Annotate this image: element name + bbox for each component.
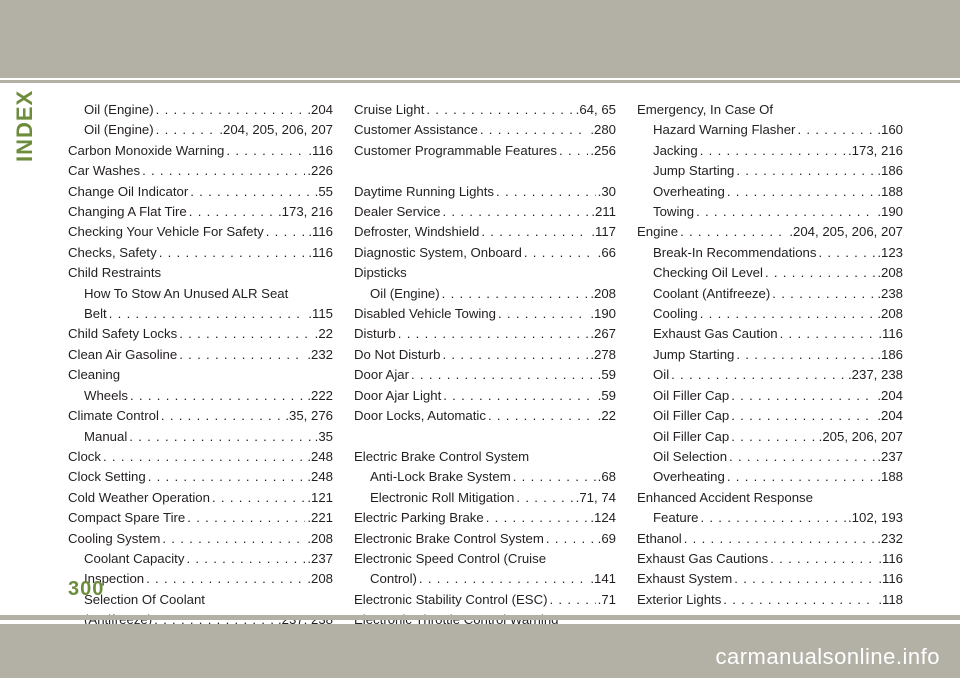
entry-term: Clock (68, 448, 101, 464)
entry-term: Exterior Lights (637, 591, 722, 607)
dot-leader (671, 365, 846, 385)
entry-page: .186 (877, 346, 903, 362)
section-gap (354, 161, 616, 181)
index-subentry (68, 120, 333, 140)
entry-page: .59 (597, 387, 616, 403)
entry-term: Oil Filler Cap (653, 408, 730, 424)
dot-leader (498, 304, 588, 324)
entry-page: .66 (597, 244, 616, 260)
entry-term: Jump Starting (653, 346, 735, 362)
entry-term: Diagnostic System, Onboard (354, 244, 522, 260)
entry-term: Jacking (653, 142, 698, 158)
entry-page: .118 (878, 591, 903, 607)
index-entry (354, 182, 616, 202)
dot-leader (443, 386, 595, 406)
index-entry (354, 365, 616, 385)
dot-leader (411, 365, 596, 385)
entry-term: Door Ajar Light (354, 387, 442, 403)
index-entry (68, 222, 333, 242)
dot-leader (443, 202, 590, 222)
index-subheading: How To Stow An Unused ALR Seat (84, 285, 289, 301)
entry-term: Electronic Roll Mitigation (370, 489, 515, 505)
index-entry (637, 222, 903, 242)
index-entry (354, 406, 616, 426)
index-entry (354, 100, 616, 120)
entry-page: .160 (877, 122, 903, 138)
index-subentry (637, 324, 903, 344)
index-subentry (637, 263, 903, 283)
entry-term: Belt (84, 306, 107, 322)
dot-leader (818, 243, 875, 263)
dot-leader (772, 284, 875, 304)
dot-leader (159, 243, 307, 263)
index-entry (354, 529, 616, 549)
section-gap (354, 426, 616, 446)
dot-leader (481, 222, 589, 242)
index-subentry (68, 427, 333, 447)
entry-page: .22 (314, 326, 333, 342)
entry-term: Clock Setting (68, 469, 146, 485)
entry-term: Changing A Flat Tire (68, 204, 187, 220)
entry-term: Exhaust Gas Caution (653, 326, 778, 342)
index-entry (68, 488, 333, 508)
index-subentry (637, 427, 903, 447)
entry-page: .190 (877, 204, 903, 220)
dot-leader (212, 488, 305, 508)
entry-page: .69 (597, 530, 616, 546)
dot-leader (731, 386, 875, 406)
index-subentry (637, 141, 903, 161)
entry-page: .205, 206, 207 (818, 428, 903, 444)
entry-term: Coolant Capacity (84, 550, 185, 566)
index-subentry (354, 284, 616, 304)
entry-term: Carbon Monoxide Warning (68, 142, 225, 158)
entry-page: .71, 74 (575, 489, 616, 505)
entry-page: .64, 65 (575, 102, 616, 117)
index-entry (354, 222, 616, 242)
dot-leader (109, 304, 307, 324)
entry-page: .208 (877, 265, 903, 281)
entry-term: Manual (84, 428, 128, 444)
dot-leader (524, 243, 596, 263)
entry-term: Electric Parking Brake (354, 510, 484, 526)
dot-leader (700, 304, 876, 324)
index-entry (68, 202, 333, 222)
entry-term: Checks, Safety (68, 244, 157, 260)
entry-page: .267 (590, 326, 616, 342)
dot-leader (146, 569, 305, 589)
dot-leader (731, 427, 816, 447)
index-subentry (354, 467, 616, 487)
index-entry (354, 243, 616, 263)
entry-term: Child Safety Locks (68, 326, 178, 342)
index-entry (68, 324, 333, 344)
index-subheading: Selection Of Coolant (84, 591, 205, 607)
dot-leader (426, 100, 573, 120)
entry-term: Cold Weather Operation (68, 489, 210, 505)
entry-page: .117 (591, 224, 616, 240)
index-heading: Emergency, In Case Of (637, 102, 774, 117)
dot-leader (496, 182, 596, 202)
entry-page: .123 (877, 244, 903, 260)
entry-term: Door Ajar (354, 367, 409, 383)
entry-page: .116 (308, 224, 333, 240)
entry-term: Exhaust Gas Cautions (637, 550, 769, 566)
index-column-1 (68, 100, 333, 651)
entry-page: .116 (878, 326, 903, 342)
entry-term: Compact Spare Tire (68, 510, 186, 526)
index-entry (68, 406, 333, 426)
index-subentry (68, 304, 333, 324)
index-subentry (354, 569, 616, 589)
dot-leader (680, 222, 787, 242)
entry-term: Oil (Engine) (84, 102, 154, 117)
entry-term: Electronic Brake Control System (354, 530, 544, 546)
entry-page: .188 (877, 183, 903, 199)
entry-term: Car Washes (68, 163, 141, 179)
entry-term: Engine (637, 224, 679, 240)
entry-page: .256 (590, 142, 616, 158)
entry-page: .173, 216 (848, 142, 903, 158)
entry-page: .238 (877, 285, 903, 301)
entry-page: .204 (307, 102, 333, 117)
entry-term: Customer Assistance (354, 122, 478, 138)
entry-page: .208 (307, 530, 333, 546)
index-entry (68, 345, 333, 365)
dot-leader (488, 406, 596, 426)
dot-leader (780, 324, 877, 344)
index-heading: Cleaning (68, 367, 121, 383)
dot-leader (187, 508, 305, 528)
entry-term: Overheating (653, 469, 725, 485)
index-entry (354, 120, 616, 140)
index-subentry (68, 549, 333, 569)
entry-term: Inspection (84, 571, 145, 587)
index-side-label: INDEX (12, 89, 37, 162)
entry-page: .188 (877, 469, 903, 485)
index-subentry (68, 386, 333, 406)
dot-leader (266, 222, 307, 242)
dot-leader (729, 447, 875, 467)
entry-term: Ethanol (637, 530, 682, 546)
entry-page: .35, 276 (285, 408, 333, 424)
entry-term: Cooling System (68, 530, 161, 546)
index-entry (354, 202, 616, 222)
entry-page: .186 (877, 163, 903, 179)
index-entry (68, 508, 333, 528)
index-entry (68, 141, 333, 161)
dot-leader (103, 447, 305, 467)
entry-term: Oil Filler Cap (653, 428, 730, 444)
dot-leader (162, 529, 305, 549)
index-entry (68, 182, 333, 202)
dot-leader (734, 569, 876, 589)
index-subentry (637, 120, 903, 140)
index-subentry (637, 508, 903, 528)
entry-page: .55 (314, 183, 333, 199)
index-subentry (354, 488, 616, 508)
dot-leader (723, 590, 876, 610)
entry-page: .280 (590, 122, 616, 138)
index-subentry (637, 202, 903, 222)
dot-leader (546, 529, 596, 549)
entry-page: .232 (307, 346, 333, 362)
index-heading: Electronic Speed Control (Cruise (354, 550, 547, 566)
index-entry (68, 447, 333, 467)
index-entry (354, 590, 616, 610)
entry-term: Exhaust System (637, 571, 733, 587)
entry-term: Oil Filler Cap (653, 387, 730, 403)
dot-leader (442, 284, 589, 304)
entry-page: .71 (597, 591, 616, 607)
dot-leader (727, 467, 875, 487)
index-entry (637, 529, 903, 549)
index-subentry (637, 447, 903, 467)
dot-leader (226, 141, 306, 161)
index-subentry (637, 386, 903, 406)
index-entry (354, 324, 616, 344)
index-entry (354, 386, 616, 406)
entry-term: Oil (Engine) (84, 122, 154, 138)
entry-page: .190 (590, 306, 616, 322)
dot-leader (559, 141, 588, 161)
dot-leader (770, 549, 876, 569)
index-heading: Enhanced Accident Response (637, 489, 813, 505)
dot-leader (398, 324, 589, 344)
dot-leader (189, 202, 276, 222)
entry-term: Break-In Recommendations (653, 244, 817, 260)
entry-term: Daytime Running Lights (354, 183, 495, 199)
entry-term: Disturb (354, 326, 396, 342)
entry-page: .208 (590, 285, 616, 301)
entry-term: Electronic Stability Control (ESC) (354, 591, 548, 607)
entry-page: .102, 193 (848, 510, 903, 526)
entry-page: .211 (591, 204, 616, 220)
dot-leader (736, 161, 875, 181)
entry-page: .232 (877, 530, 903, 546)
entry-page: .222 (307, 387, 333, 403)
header-band (0, 0, 960, 78)
footer-rule (0, 615, 960, 620)
entry-term: Clean Air Gasoline (68, 346, 178, 362)
entry-page: .121 (307, 489, 333, 505)
entry-term: Cruise Light (354, 102, 425, 117)
entry-page: .173, 216 (278, 204, 333, 220)
index-entry (68, 161, 333, 181)
dot-leader (765, 263, 875, 283)
entry-page: .248 (307, 448, 333, 464)
entry-page: .116 (308, 142, 333, 158)
entry-term: Oil (Engine) (370, 285, 440, 301)
entry-page: .237 (877, 448, 903, 464)
dot-leader (549, 590, 595, 610)
entry-page: .116 (308, 244, 333, 260)
entry-page: .237, 238 (848, 367, 903, 383)
entry-page: .204, 205, 206, 207 (789, 224, 903, 240)
dot-leader (700, 508, 846, 528)
dot-leader (190, 182, 312, 202)
dot-leader (161, 406, 283, 426)
watermark: carmanualsonline.info (715, 644, 940, 669)
index-subentry (637, 284, 903, 304)
dot-leader (129, 427, 312, 447)
entry-page: .116 (878, 550, 903, 566)
entry-page: .59 (597, 367, 616, 383)
entry-term: Defroster, Windshield (354, 224, 480, 240)
dot-leader (179, 345, 305, 365)
index-subentry (637, 243, 903, 263)
dot-leader (156, 120, 218, 140)
index-subentry (637, 467, 903, 487)
entry-term: Do Not Disturb (354, 346, 441, 362)
dot-leader (442, 345, 588, 365)
entry-page: .237 (307, 550, 333, 566)
entry-term: Jump Starting (653, 163, 735, 179)
entry-term: Overheating (653, 183, 725, 199)
dot-leader (736, 345, 875, 365)
entry-page: .115 (308, 306, 333, 322)
index-entry (68, 529, 333, 549)
dot-leader (148, 467, 306, 487)
entry-term: Cooling (653, 306, 698, 322)
entry-term: Coolant (Antifreeze) (653, 285, 771, 301)
index-subentry (637, 406, 903, 426)
entry-page: .124 (590, 510, 616, 526)
dot-leader (727, 182, 875, 202)
index-entry (354, 345, 616, 365)
entry-page: .248 (307, 469, 333, 485)
dot-leader (696, 202, 875, 222)
index-heading: Electric Brake Control System (354, 448, 530, 464)
entry-page: .208 (307, 571, 333, 587)
entry-term: Oil (653, 367, 670, 383)
header-rule (0, 80, 960, 83)
index-subentry (68, 100, 333, 120)
dot-leader (186, 549, 305, 569)
entry-term: Feature (653, 510, 699, 526)
dot-leader (142, 161, 305, 181)
entry-term: Oil Selection (653, 448, 728, 464)
entry-term: Wheels (84, 387, 128, 403)
entry-page: .22 (597, 408, 616, 424)
index-heading: Dipsticks (354, 265, 407, 281)
dot-leader (513, 467, 596, 487)
entry-page: .204, 205, 206, 207 (219, 122, 333, 138)
entry-term: Dealer Service (354, 204, 441, 220)
entry-term: Checking Oil Level (653, 265, 763, 281)
dot-leader (731, 406, 875, 426)
entry-page: .208 (877, 306, 903, 322)
entry-term: Control) (370, 571, 417, 587)
entry-page: .226 (307, 163, 333, 179)
index-subentry (637, 161, 903, 181)
entry-page: .141 (590, 571, 616, 587)
entry-term: Change Oil Indicator (68, 183, 189, 199)
entry-page: .204 (877, 408, 903, 424)
index-column-3 (637, 100, 903, 610)
entry-term: Towing (653, 204, 695, 220)
entry-term: Disabled Vehicle Towing (354, 306, 496, 322)
index-entry (637, 569, 903, 589)
index-column-2 (354, 100, 616, 651)
entry-term: Climate Control (68, 408, 159, 424)
entry-term: Checking Your Vehicle For Safety (68, 224, 264, 240)
entry-term: Anti-Lock Brake System (370, 469, 511, 485)
entry-page: .68 (597, 469, 616, 485)
entry-term: Hazard Warning Flasher (653, 122, 796, 138)
index-entry (354, 304, 616, 324)
index-entry (637, 590, 903, 610)
entry-term: Customer Programmable Features (354, 142, 558, 158)
index-entry (68, 467, 333, 487)
dot-leader (480, 120, 588, 140)
dot-leader (179, 324, 312, 344)
entry-page: .116 (878, 571, 903, 587)
index-entry (637, 549, 903, 569)
entry-page: .30 (597, 183, 616, 199)
index-entry (354, 508, 616, 528)
entry-page: .221 (307, 510, 333, 526)
entry-page: .204 (877, 387, 903, 403)
dot-leader (419, 569, 588, 589)
dot-leader (797, 120, 875, 140)
entry-page: .35 (314, 428, 333, 444)
entry-page: .278 (590, 346, 616, 362)
dot-leader (156, 100, 306, 120)
index-subentry (637, 345, 903, 365)
index-subentry (637, 365, 903, 385)
page-number: 300 (68, 578, 105, 600)
dot-leader (516, 488, 573, 508)
index-entry (354, 141, 616, 161)
entry-term: Door Locks, Automatic (354, 408, 486, 424)
index-subentry (68, 569, 333, 589)
dot-leader (486, 508, 589, 528)
dot-leader (684, 529, 876, 549)
index-subentry (637, 304, 903, 324)
dot-leader (700, 141, 846, 161)
index-entry (68, 243, 333, 263)
index-subentry (637, 182, 903, 202)
dot-leader (130, 386, 305, 406)
index-heading: Child Restraints (68, 265, 162, 281)
